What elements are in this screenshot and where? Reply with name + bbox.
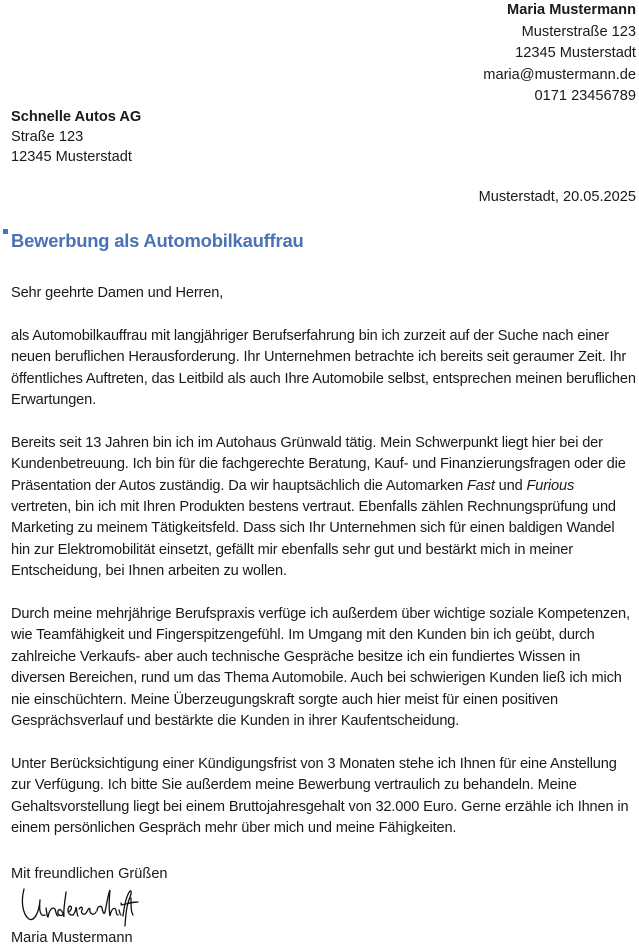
- salutation: Sehr geehrte Damen und Herren,: [11, 285, 224, 301]
- signer-name: Maria Mustermann: [11, 930, 133, 946]
- recipient-company: Schnelle Autos AG: [11, 109, 142, 125]
- sender-name: Maria Mustermann: [507, 2, 636, 18]
- handwritten-signature: [18, 886, 140, 930]
- paragraph-skills: Durch meine mehrjährige Berufspraxis verfüge ich außerdem über wichtige soziale Kompetenzen, wie Teamfähigkeit und Fingerspitzengefühl. Im Umgang mit den Kunden bin ich geübt, durch zahlreiche Verkaufs- aber auch technische Gespräche besitze ich ein fundiertes Wissen in diversen Bereichen, rund um das Thema Automobile. Auch bei schwierigen Kunden ließ ich mich nie einschüchtern. Meine Überzeugungskraft sorgte auch hier meist für einen positiven Gesprächsverlauf und bestärkte die Kunden in ihrer Kaufentscheidung.: [11, 606, 630, 730]
- paragraph-availability: Unter Berücksichtigung einer Kündigungsfrist von 3 Monaten stehe ich Ihnen für eine Anstellung zur Verfügung. Ich bitte Sie außerdem meine Bewerbung vertraulich zu behandeln. Meine Gehaltsvorstellung liegt bei einem Bruttojahresgehalt von 32.000 Euro. Gerne erzähle ich Ihnen in einem persönlichen Gespräch mehr über mich und meine Fähigkeiten.: [11, 755, 629, 837]
- brand-fast: Fast: [466, 477, 495, 494]
- paragraph-experience-part-a: Bereits seit 13 Jahren bin ich im Autohaus Grünwald tätig. Mein Schwerpunkt liegt hier bei der Kundenbetreuung. Ich bin für die fachgerechte Beratung, Kauf- und Finanzierungsfragen oder die Präsentation der Autos zuständig. Da wir hauptsächlich die Automarken: [11, 434, 626, 494]
- subject-marker: [3, 229, 8, 234]
- paragraph-experience: [11, 433, 637, 583]
- recipient-address-block: [11, 107, 141, 167]
- sender-street: Musterstraße 123: [521, 23, 636, 40]
- sender-email: maria@mustermann.de: [483, 66, 636, 83]
- sender-address-block: [483, 0, 636, 108]
- letter-body: [11, 283, 637, 861]
- letter-subject: Bewerbung als Automobilkauffrau: [11, 230, 304, 251]
- sender-city: 12345 Musterstadt: [515, 45, 636, 61]
- paragraph-experience-part-b: vertreten, bin ich mit Ihren Produkten bestens vertraut. Ebenfalls zählen Rechnungsprüfung und Marketing zu meinem Tätigkeitsfeld. Dass sich Ihr Unternehmen sich für einen baldigen Wandel hin zur Elektromobilität einsetzt, gefällt mir ebenfalls sehr gut und bestärkt mich in meiner Entscheidung, bei Ihnen arbeiten zu wollen.: [11, 499, 616, 580]
- recipient-street: Straße 123: [11, 129, 84, 145]
- recipient-city: 12345 Musterstadt: [11, 149, 132, 165]
- brand-furious: Furious: [526, 477, 575, 494]
- closing-phrase: Mit freundlichen Grüßen: [11, 866, 168, 882]
- paragraph-intro: als Automobilkauffrau mit langjähriger Berufserfahrung bin ich zurzeit auf der Suche nach einer neuen beruflichen Herausforderung. Ihr Unternehmen betrachte ich bereits seit geraumer Zeit. Ihr öffentliches Auftreten, das Leitbild als auch Ihre Automobile selbst, entsprechen meinen beruflichen Erwartungen.: [11, 327, 636, 409]
- letter-date: Musterstadt, 20.05.2025: [478, 189, 636, 205]
- paragraph-experience-and: und: [494, 477, 527, 494]
- sender-phone: 0171 23456789: [534, 88, 636, 104]
